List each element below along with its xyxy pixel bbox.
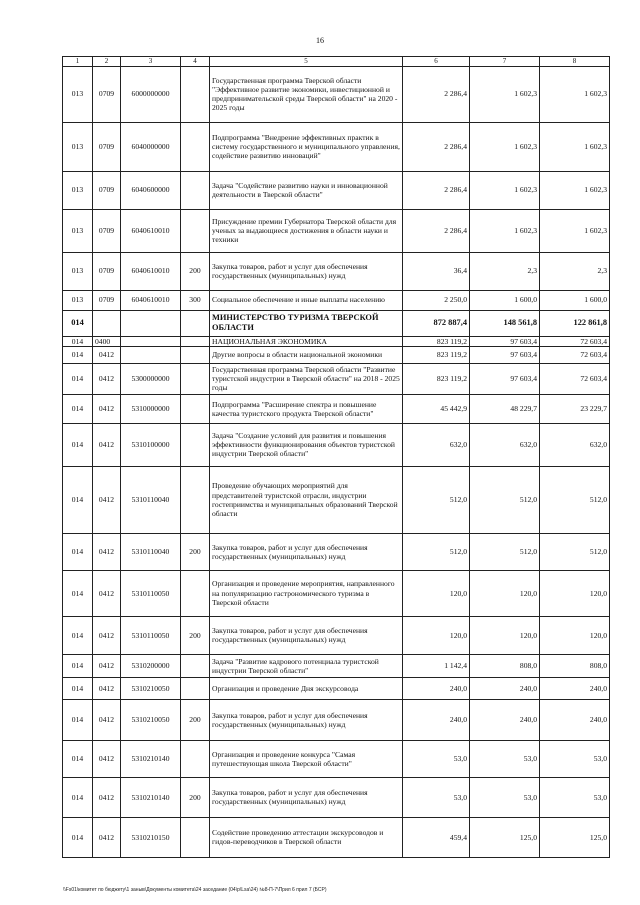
cell-amount-col8: 240,0 — [540, 699, 610, 740]
table-row — [63, 654, 610, 677]
cell-section: 014 — [63, 363, 93, 394]
cell-subsection: 0412 — [93, 394, 121, 423]
cell-amount-col7: 125,0 — [470, 817, 540, 857]
cell-amount-col6: 240,0 — [403, 677, 470, 699]
cell-amount-col8: 120,0 — [540, 570, 610, 616]
cell-amount-col8: 120,0 — [540, 616, 610, 654]
cell-section: 014 — [63, 777, 93, 817]
cell-section: 014 — [63, 394, 93, 423]
cell-subsection: 0709 — [93, 122, 121, 171]
cell-amount-col8: 1 602,3 — [540, 122, 610, 171]
cell-expense-type — [181, 423, 210, 466]
cell-expense-type — [181, 466, 210, 533]
cell-expense-type: 200 — [181, 252, 210, 290]
cell-amount-col6: 2 286,4 — [403, 171, 470, 209]
table-row — [63, 310, 610, 336]
cell-target-article: 5300000000 — [121, 363, 181, 394]
table-row — [63, 363, 610, 394]
table-row — [63, 122, 610, 171]
col-header-2: 2 — [93, 57, 121, 67]
col-header-7: 7 — [470, 57, 540, 67]
cell-amount-col6: 2 286,4 — [403, 122, 470, 171]
cell-subsection: 0709 — [93, 171, 121, 209]
cell-section: 014 — [63, 466, 93, 533]
cell-amount-col6: 2 250,0 — [403, 290, 470, 310]
cell-section: 014 — [63, 677, 93, 699]
cell-expense-type — [181, 817, 210, 857]
table-row — [63, 346, 610, 363]
cell-expense-type — [181, 122, 210, 171]
cell-expense-type: 200 — [181, 699, 210, 740]
table-row — [63, 394, 610, 423]
cell-expense-type — [181, 570, 210, 616]
cell-section: 014 — [63, 336, 93, 346]
cell-subsection: 0412 — [93, 533, 121, 570]
cell-amount-col8: 122 861,8 — [540, 310, 610, 336]
cell-subsection: 0412 — [93, 777, 121, 817]
cell-name: Закупка товаров, работ и услуг для обеспечения государственных (муниципальных) нужд — [210, 699, 403, 740]
cell-amount-col6: 823 119,2 — [403, 346, 470, 363]
cell-amount-col6: 823 119,2 — [403, 336, 470, 346]
cell-section: 013 — [63, 171, 93, 209]
cell-amount-col8: 512,0 — [540, 466, 610, 533]
cell-name: Организация и проведение Дня экскурсовода — [210, 677, 403, 699]
cell-section: 013 — [63, 122, 93, 171]
table-row — [63, 570, 610, 616]
cell-amount-col8: 53,0 — [540, 740, 610, 777]
cell-target-article: 6040610010 — [121, 252, 181, 290]
table-row — [63, 209, 610, 252]
cell-section: 013 — [63, 66, 93, 122]
col-header-8: 8 — [540, 57, 610, 67]
cell-target-article: 5310110050 — [121, 616, 181, 654]
cell-amount-col6: 2 286,4 — [403, 66, 470, 122]
cell-target-article: 5310100000 — [121, 423, 181, 466]
cell-amount-col6: 120,0 — [403, 616, 470, 654]
cell-name: Содействие проведению аттестации экскурсоводов и гидов-переводчиков в Тверской области — [210, 817, 403, 857]
table-row — [63, 423, 610, 466]
cell-subsection: 0412 — [93, 654, 121, 677]
cell-target-article: 5310110040 — [121, 533, 181, 570]
cell-name: Задача "Содействие развитию науки и инновационной деятельности в Тверской области" — [210, 171, 403, 209]
cell-amount-col6: 240,0 — [403, 699, 470, 740]
cell-section: 013 — [63, 209, 93, 252]
cell-subsection: 0412 — [93, 699, 121, 740]
cell-amount-col7: 48 229,7 — [470, 394, 540, 423]
cell-expense-type — [181, 654, 210, 677]
cell-amount-col8: 808,0 — [540, 654, 610, 677]
cell-amount-col8: 125,0 — [540, 817, 610, 857]
cell-name: МИНИСТЕРСТВО ТУРИЗМА ТВЕРСКОЙ ОБЛАСТИ — [210, 310, 403, 336]
cell-subsection: 0412 — [93, 423, 121, 466]
cell-amount-col8: 1 602,3 — [540, 66, 610, 122]
cell-amount-col8: 72 603,4 — [540, 346, 610, 363]
cell-amount-col8: 1 602,3 — [540, 171, 610, 209]
cell-amount-col7: 808,0 — [470, 654, 540, 677]
cell-target-article: 6040610010 — [121, 290, 181, 310]
header-row — [63, 57, 610, 67]
cell-section: 014 — [63, 423, 93, 466]
cell-amount-col8: 72 603,4 — [540, 363, 610, 394]
footer-file-path: \\Fs01\комитет по бюджету\1 заныв\Документы комитета\24 заседание (04\р\Lsa\24) №8-П-7\Прил 6 прил 7 (БСР) — [63, 887, 327, 893]
table-row — [63, 533, 610, 570]
cell-target-article: 5310110050 — [121, 570, 181, 616]
cell-section: 014 — [63, 616, 93, 654]
cell-expense-type — [181, 209, 210, 252]
cell-amount-col6: 512,0 — [403, 466, 470, 533]
cell-section: 014 — [63, 817, 93, 857]
table-row — [63, 252, 610, 290]
cell-expense-type — [181, 346, 210, 363]
cell-name: Закупка товаров, работ и услуг для обеспечения государственных (муниципальных) нужд — [210, 252, 403, 290]
cell-amount-col6: 512,0 — [403, 533, 470, 570]
cell-amount-col6: 53,0 — [403, 777, 470, 817]
cell-section: 014 — [63, 346, 93, 363]
cell-subsection: 0412 — [93, 363, 121, 394]
cell-subsection: 0412 — [93, 616, 121, 654]
cell-subsection: 0412 — [93, 570, 121, 616]
cell-amount-col8: 632,0 — [540, 423, 610, 466]
cell-amount-col7: 120,0 — [470, 616, 540, 654]
cell-amount-col7: 512,0 — [470, 533, 540, 570]
cell-section: 014 — [63, 699, 93, 740]
cell-amount-col6: 36,4 — [403, 252, 470, 290]
cell-subsection: 0709 — [93, 290, 121, 310]
cell-target-article: 5310000000 — [121, 394, 181, 423]
cell-amount-col7: 97 603,4 — [470, 346, 540, 363]
cell-amount-col8: 512,0 — [540, 533, 610, 570]
cell-section: 014 — [63, 310, 93, 336]
cell-amount-col7: 120,0 — [470, 570, 540, 616]
cell-subsection: 0412 — [93, 346, 121, 363]
cell-expense-type: 200 — [181, 777, 210, 817]
cell-amount-col8: 1 602,3 — [540, 209, 610, 252]
cell-expense-type — [181, 740, 210, 777]
cell-subsection: 0709 — [93, 66, 121, 122]
cell-section: 013 — [63, 252, 93, 290]
cell-target-article: 5310210050 — [121, 677, 181, 699]
cell-amount-col6: 120,0 — [403, 570, 470, 616]
cell-name: Государственная программа Тверской области "Развитие туристской индустрии в Тверской области" на 2018 - 2025 годы — [210, 363, 403, 394]
col-header-3: 3 — [121, 57, 181, 67]
cell-target-article: 5310210140 — [121, 777, 181, 817]
cell-amount-col8: 72 603,4 — [540, 336, 610, 346]
table-row — [63, 740, 610, 777]
cell-target-article — [121, 310, 181, 336]
table-row — [63, 777, 610, 817]
cell-amount-col6: 53,0 — [403, 740, 470, 777]
cell-target-article — [121, 346, 181, 363]
cell-amount-col7: 632,0 — [470, 423, 540, 466]
cell-section: 014 — [63, 740, 93, 777]
cell-amount-col7: 2,3 — [470, 252, 540, 290]
cell-name: Социальное обеспечение и иные выплаты населению — [210, 290, 403, 310]
cell-amount-col7: 53,0 — [470, 777, 540, 817]
cell-amount-col8: 1 600,0 — [540, 290, 610, 310]
cell-amount-col6: 823 119,2 — [403, 363, 470, 394]
cell-name: Закупка товаров, работ и услуг для обеспечения государственных (муниципальных) нужд — [210, 533, 403, 570]
page-number: 16 — [316, 36, 324, 45]
cell-amount-col8: 240,0 — [540, 677, 610, 699]
cell-expense-type — [181, 171, 210, 209]
cell-amount-col7: 97 603,4 — [470, 363, 540, 394]
cell-expense-type — [181, 677, 210, 699]
cell-target-article: 5310200000 — [121, 654, 181, 677]
cell-subsection: 0412 — [93, 740, 121, 777]
cell-amount-col7: 1 602,3 — [470, 122, 540, 171]
table-row — [63, 616, 610, 654]
cell-amount-col7: 1 600,0 — [470, 290, 540, 310]
cell-amount-col7: 1 602,3 — [470, 66, 540, 122]
cell-amount-col7: 512,0 — [470, 466, 540, 533]
cell-amount-col8: 2,3 — [540, 252, 610, 290]
cell-name: Проведение обучающих мероприятий для представителей туристской отрасли, индустрии гостеприимства и муниципальных образований Тверской области — [210, 466, 403, 533]
cell-amount-col6: 872 887,4 — [403, 310, 470, 336]
col-header-6: 6 — [403, 57, 470, 67]
cell-target-article: 5310210150 — [121, 817, 181, 857]
table-row — [63, 817, 610, 857]
cell-amount-col7: 1 602,3 — [470, 171, 540, 209]
cell-subsection: 0709 — [93, 252, 121, 290]
cell-target-article: 6040610010 — [121, 209, 181, 252]
cell-expense-type — [181, 310, 210, 336]
cell-name: Присуждение премии Губернатора Тверской области для ученых за выдающиеся достижения в области науки и техники — [210, 209, 403, 252]
col-header-1: 1 — [63, 57, 93, 67]
cell-target-article — [121, 336, 181, 346]
cell-expense-type — [181, 66, 210, 122]
cell-expense-type — [181, 363, 210, 394]
table-row — [63, 677, 610, 699]
cell-target-article: 5310210140 — [121, 740, 181, 777]
cell-name: Подпрограмма "Внедрение эффективных практик в систему государственного и муниципального управления, содействие развитию инноваций" — [210, 122, 403, 171]
cell-subsection — [93, 310, 121, 336]
cell-section: 013 — [63, 290, 93, 310]
cell-amount-col7: 97 603,4 — [470, 336, 540, 346]
cell-subsection: 0412 — [93, 817, 121, 857]
cell-amount-col7: 240,0 — [470, 699, 540, 740]
table-row — [63, 66, 610, 122]
cell-name: Задача "Создание условий для развития и повышения эффективности функционирования объектов туристской индустрии Тверской области" — [210, 423, 403, 466]
cell-section: 014 — [63, 570, 93, 616]
cell-section: 014 — [63, 533, 93, 570]
cell-amount-col6: 1 142,4 — [403, 654, 470, 677]
table-row — [63, 336, 610, 346]
col-header-5: 5 — [210, 57, 403, 67]
cell-name: Подпрограмма "Расширение спектра и повышение качества туристского продукта Тверской области" — [210, 394, 403, 423]
cell-expense-type — [181, 336, 210, 346]
cell-expense-type — [181, 394, 210, 423]
cell-expense-type: 200 — [181, 533, 210, 570]
cell-subsection: 0709 — [93, 209, 121, 252]
cell-amount-col6: 45 442,9 — [403, 394, 470, 423]
cell-subsection: 0400 — [93, 336, 121, 346]
cell-name: Закупка товаров, работ и услуг для обеспечения государственных (муниципальных) нужд — [210, 777, 403, 817]
cell-amount-col6: 459,4 — [403, 817, 470, 857]
table-row — [63, 171, 610, 209]
cell-name: Закупка товаров, работ и услуг для обеспечения государственных (муниципальных) нужд — [210, 616, 403, 654]
cell-subsection: 0412 — [93, 466, 121, 533]
cell-subsection: 0412 — [93, 677, 121, 699]
cell-amount-col7: 53,0 — [470, 740, 540, 777]
cell-name: Другие вопросы в области национальной экономики — [210, 346, 403, 363]
cell-target-article: 5310110040 — [121, 466, 181, 533]
cell-target-article: 6040600000 — [121, 171, 181, 209]
cell-amount-col8: 53,0 — [540, 777, 610, 817]
cell-target-article: 6040000000 — [121, 122, 181, 171]
cell-name: Государственная программа Тверской области "Эффективное развитие экономики, инвестиционной и предпринимательской среды Тверской области" на 2020 - 2025 годы — [210, 66, 403, 122]
cell-amount-col6: 632,0 — [403, 423, 470, 466]
cell-name: Организация и проведение мероприятия, направленного на популяризацию гастрономического туризма в Тверской области — [210, 570, 403, 616]
cell-name: Организация и проведение конкурса "Самая путешествующая школа Тверской области" — [210, 740, 403, 777]
budget-table — [62, 56, 610, 858]
cell-amount-col7: 240,0 — [470, 677, 540, 699]
table-row — [63, 290, 610, 310]
cell-amount-col6: 2 286,4 — [403, 209, 470, 252]
table-row — [63, 466, 610, 533]
cell-expense-type: 300 — [181, 290, 210, 310]
cell-amount-col7: 1 602,3 — [470, 209, 540, 252]
cell-target-article: 5310210050 — [121, 699, 181, 740]
table-row — [63, 699, 610, 740]
cell-amount-col8: 23 229,7 — [540, 394, 610, 423]
cell-expense-type: 200 — [181, 616, 210, 654]
cell-name: Задача "Развитие кадрового потенциала туристской индустрии Тверской области" — [210, 654, 403, 677]
cell-section: 014 — [63, 654, 93, 677]
cell-target-article: 6000000000 — [121, 66, 181, 122]
cell-amount-col7: 148 561,8 — [470, 310, 540, 336]
cell-name: НАЦИОНАЛЬНАЯ ЭКОНОМИКА — [210, 336, 403, 346]
col-header-4: 4 — [181, 57, 210, 67]
